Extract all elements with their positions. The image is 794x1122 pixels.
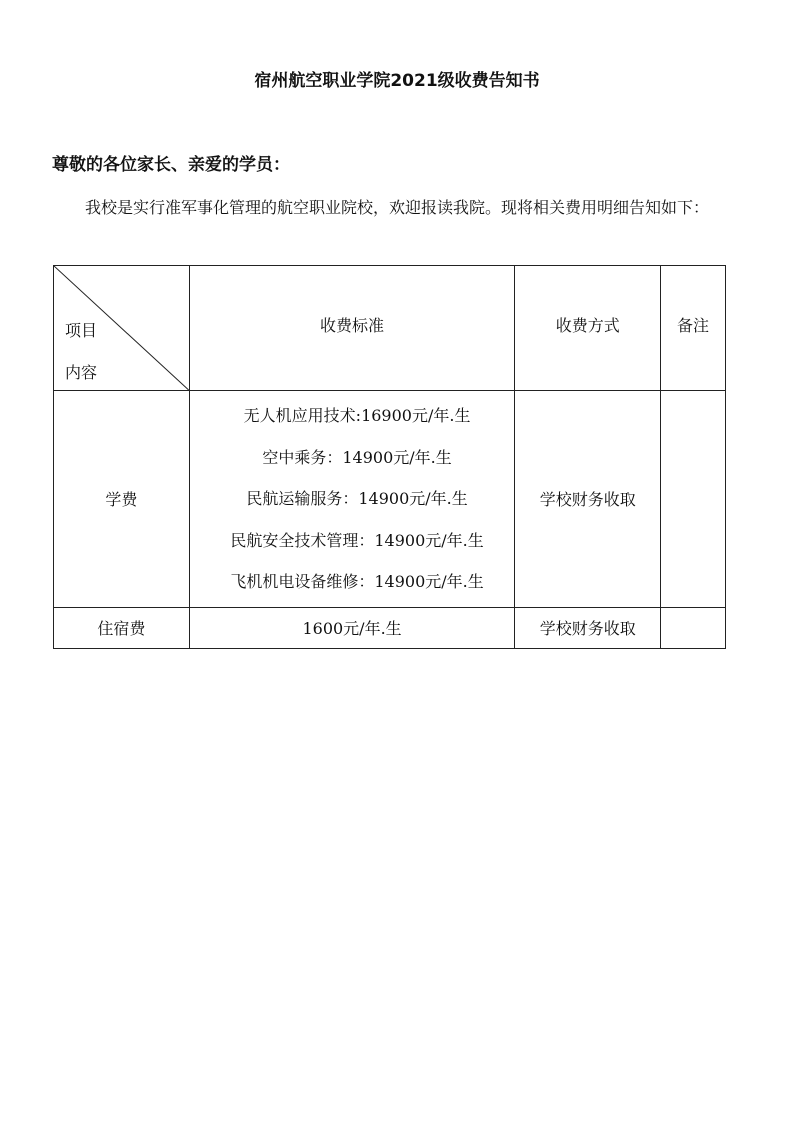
row-note-tuition [661,391,726,608]
row-note-dorm [661,607,726,648]
tuition-standards [189,391,515,608]
header-content-label: 内容 [65,363,98,382]
diagonal-header-cell [54,266,190,391]
fee-table [53,265,726,649]
row-method-tuition: 学校财务收取 [515,391,661,608]
header-method: 收费方式 [515,266,661,391]
tuition-standard-item: 民航安全技术管理：14900元/年.生 [230,530,484,550]
row-method-dorm: 学校财务收取 [515,607,661,648]
document-title: 宿州航空职业学院2021级收费告知书 [254,71,540,91]
table-row [54,607,726,648]
header-note: 备注 [661,266,726,391]
intro-paragraph: 我校是实行准军事化管理的航空职业院校，欢迎报读我院。现将相关费用明细告知如下： [85,198,710,217]
tuition-standard-item: 飞机机电设备维修：14900元/年.生 [230,572,484,591]
header-item-label: 项目 [65,321,98,340]
header-standard: 收费标准 [189,266,515,391]
row-standard-dorm: 1600元/年.生 [189,607,515,648]
row-item-dorm: 住宿费 [54,607,190,648]
row-item-tuition: 学费 [54,391,190,608]
table-header-row [54,266,726,391]
tuition-standard-item: 无人机应用技术:16900元/年.生 [243,406,471,425]
tuition-standard-item: 空中乘务：14900元/年.生 [262,447,452,467]
tuition-standard-item: 民航运输服务：14900元/年.生 [246,489,468,508]
greeting: 尊敬的各位家长、亲爱的学员： [52,155,290,175]
table-row [54,391,726,608]
